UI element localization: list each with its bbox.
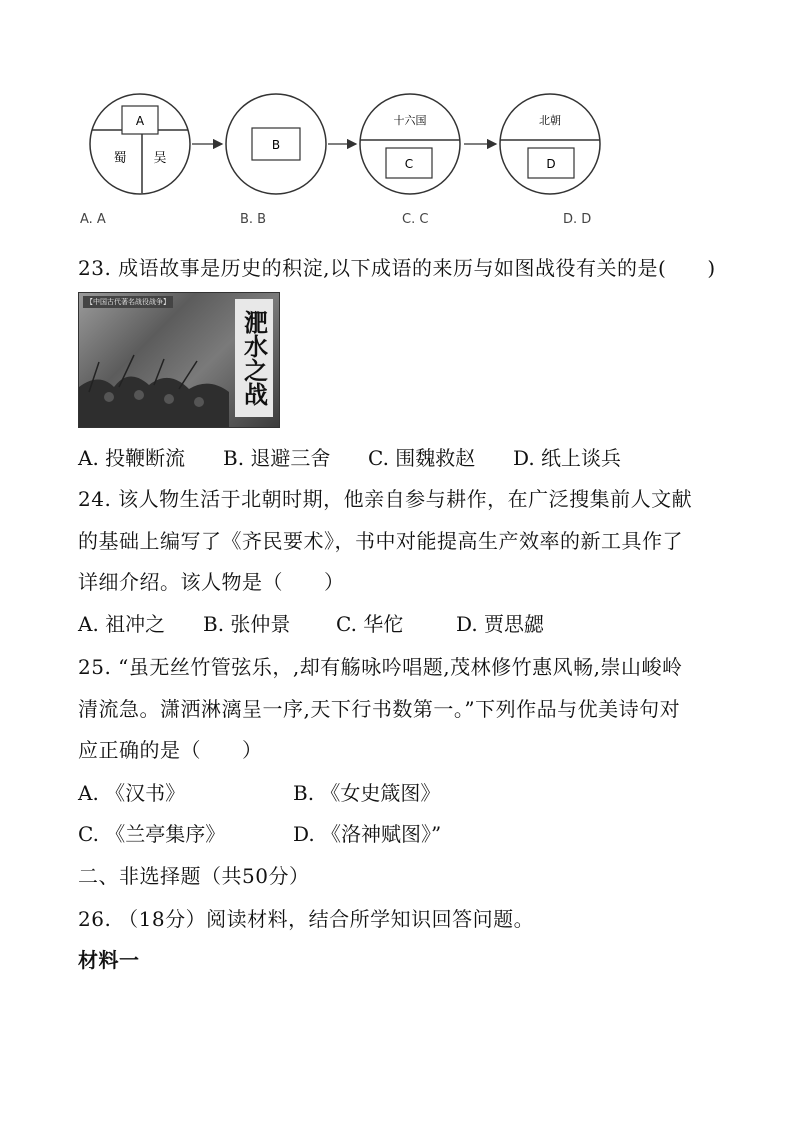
diagram-option-b: B. B: [240, 212, 267, 227]
q24-line-3: 详细介绍。该人物是（ ）: [78, 570, 345, 594]
circle3-top-label: 十六国: [393, 114, 427, 127]
q25-line-3: 应正确的是（ ）: [78, 738, 263, 762]
diagram-circle-3: [360, 94, 460, 194]
q25-option-d: D. 《洛神赋图》”: [293, 822, 442, 846]
q23-stem: 23. 成语故事是历史的积淀,以下成语的来历与如图战役有关的是( ): [78, 256, 716, 280]
q24-line-2: 的基础上编写了《齐民要术》，书中对能提高生产效率的新工具作了: [78, 529, 683, 553]
circle1-right-label: 吴: [153, 151, 167, 166]
section-2-heading: 二、非选择题（共50分）: [78, 864, 310, 888]
q24-line-1: 24. 该人物生活于北朝时期，他亲自参与耕作，在广泛搜集前人文献: [78, 487, 693, 511]
circle3-box-label: C: [404, 157, 414, 171]
q25-option-a: A. 《汉书》: [78, 781, 186, 805]
q25-options-row-1: [78, 777, 440, 806]
circle4-box-label: D: [546, 157, 556, 171]
painting-title: 淝水之战: [235, 299, 273, 417]
q25-option-b: B. 《女史箴图》: [293, 781, 441, 805]
q25-option-c: C. 《兰亭集序》: [78, 822, 226, 846]
diagram-option-c: C. C: [402, 212, 429, 227]
painting-tag: 【中国古代著名战役战争】: [83, 296, 173, 308]
material-1-label: 材料一: [78, 948, 140, 972]
diagram-option-a: A. A: [80, 212, 106, 227]
circle4-top-label: 北朝: [539, 114, 561, 127]
q24-option-b: B. 张仲景: [203, 612, 291, 636]
q23-options: [78, 442, 621, 471]
q23-option-a: A. 投鞭断流: [78, 446, 186, 470]
q24-option-a: A. 祖冲之: [78, 612, 166, 636]
q23-option-d: D. 纸上谈兵: [513, 446, 622, 470]
q24-option-d: D. 贾思勰: [456, 612, 545, 636]
q24-options: [78, 608, 544, 637]
circle1-left-label: 蜀: [113, 151, 127, 166]
q26-stem: 26. （18分）阅读材料，结合所学知识回答问题。: [78, 907, 535, 931]
q25-line-1: 25. “虽无丝竹管弦乐，,却有觞咏吟唱题,茂林修竹惠风畅,崇山峻岭: [78, 655, 683, 679]
painting-crowd-illustration: [79, 347, 229, 427]
dynasty-diagram: [80, 90, 640, 200]
circle1-box-label: A: [135, 114, 145, 128]
q23-option-b: B. 退避三舍: [223, 446, 331, 470]
q23-option-c: C. 围魏救赵: [368, 446, 476, 470]
diagram-circle-2: [226, 94, 326, 194]
q25-line-2: 清流急。潇洒淋漓呈一序,天下行书数第一。”下列作品与优美诗句对: [78, 697, 681, 721]
circle2-box-label: B: [271, 138, 281, 152]
diagram-option-d: D. D: [563, 212, 592, 227]
diagram-circle-1: [90, 94, 190, 194]
q24-option-c: C. 华佗: [336, 612, 404, 636]
diagram-circle-4: [500, 94, 600, 194]
battle-painting: [78, 292, 280, 428]
q25-options-row-2: [78, 818, 441, 847]
